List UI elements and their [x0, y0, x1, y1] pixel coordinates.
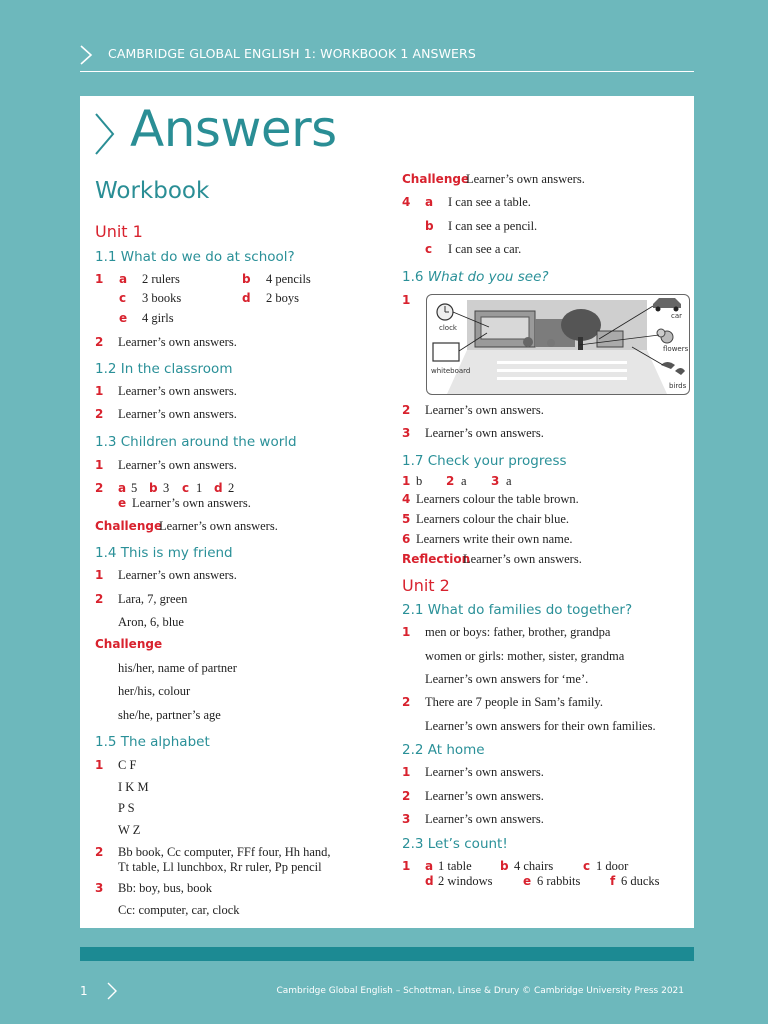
answer-text: 6 ducks: [621, 874, 660, 888]
reflection-label: Reflection: [402, 552, 471, 566]
answer-number: 1: [95, 384, 104, 398]
section-1-6-title: [402, 269, 549, 285]
answer-number: 1: [95, 272, 104, 286]
answer-text: Tt table, Ll lunchbox, Rr ruler, Pp pencil: [118, 860, 322, 874]
answer-text: I K M: [118, 780, 149, 794]
street-scene-picture: [426, 294, 690, 395]
footer-chevron-icon: [106, 981, 118, 1001]
answer-text: Learner’s own answers.: [118, 458, 237, 472]
answer-text: Learner’s own answers for their own families.: [425, 719, 656, 733]
answer-letter: e: [119, 311, 128, 325]
section-2-2-title: 2.2 At home: [402, 742, 485, 758]
answer-text: Aron, 6, blue: [118, 615, 184, 629]
answer-text: Learner’s own answers.: [118, 568, 237, 582]
caption-whiteboard: whiteboard: [431, 367, 471, 375]
unit-1-heading: Unit 1: [95, 222, 143, 241]
answer-number: 2: [95, 592, 104, 606]
answer-text: Learner’s own answers.: [159, 519, 278, 533]
answer-text: Cc: computer, car, clock: [118, 903, 240, 917]
answer-text: her/his, colour: [118, 684, 191, 698]
caption-car: car: [671, 312, 683, 320]
section-2-3-title: 2.3 Let’s count!: [402, 836, 508, 852]
answer-text: Learner’s own answers.: [425, 812, 544, 826]
copyright-notice: Cambridge Global English – Schottman, Linse & Drury © Cambridge University Press 2021: [276, 986, 684, 996]
caption-birds: birds: [669, 382, 687, 390]
answer-number: 1: [402, 625, 411, 639]
answer-letter: d: [242, 291, 251, 305]
answer-number: 4: [402, 195, 411, 209]
answer-text: his/her, name of partner: [118, 661, 237, 675]
answer-text: 1 table: [438, 859, 472, 873]
footer-bar: [80, 947, 694, 961]
answer-text: I can see a car.: [448, 242, 522, 256]
answer-number: 6: [402, 532, 411, 546]
answer-text: Bb book, Cc computer, FFf four, Hh hand,: [118, 845, 331, 859]
section-2-1-title: 2.1 What do families do together?: [402, 602, 633, 618]
page-subtitle: Workbook: [95, 178, 210, 204]
section-1-1-title: 1.1 What do we do at school?: [95, 249, 295, 265]
answer-text: Learner’s own answers.: [425, 403, 544, 417]
section-1-6-number: 1.6: [402, 269, 424, 285]
answer-text: Lara, 7, green: [118, 592, 188, 606]
answer-text: Learner’s own answers.: [425, 789, 544, 803]
answer-page: [80, 96, 694, 928]
answer-number: 3: [95, 881, 104, 895]
section-1-4-title: 1.4 This is my friend: [95, 545, 233, 561]
caption-clock: clock: [439, 324, 457, 332]
section-1-3-title: 1.3 Children around the world: [95, 434, 297, 450]
challenge-label: Challenge: [95, 519, 163, 533]
answer-text: Learner’s own answers.: [132, 496, 251, 510]
answer-text: b: [416, 474, 423, 488]
answer-letter: a: [119, 272, 128, 286]
section-1-7-title: 1.7 Check your progress: [402, 453, 567, 469]
answer-text: Learner’s own answers.: [463, 552, 582, 566]
answer-number: 1: [95, 568, 104, 582]
answer-text: 3: [163, 481, 170, 495]
answer-number: 2: [446, 474, 455, 488]
answer-text: women or girls: mother, sister, grandma: [425, 649, 625, 663]
answer-text: Learner’s own answers.: [425, 765, 544, 779]
answer-text: Learner’s own answers.: [118, 384, 237, 398]
answer-text: W Z: [118, 823, 141, 837]
answer-number: 2: [402, 789, 411, 803]
answer-letter: c: [182, 481, 190, 495]
answer-number: 5: [402, 512, 411, 526]
answer-text: a: [506, 474, 512, 488]
answer-letter: c: [425, 242, 433, 256]
answer-number: 3: [491, 474, 500, 488]
header-title: CAMBRIDGE GLOBAL ENGLISH 1: WORKBOOK 1 ANSWERS: [108, 46, 476, 61]
header-chevron-icon: [78, 44, 94, 66]
answer-number: 2: [95, 481, 104, 495]
answer-number: 2: [95, 335, 104, 349]
answer-text: 4 chairs: [514, 859, 554, 873]
section-1-6-name: What do you see?: [423, 269, 549, 285]
header-divider: [80, 71, 694, 72]
answer-number: 1: [95, 458, 104, 472]
answer-number: 2: [95, 845, 104, 859]
answer-letter: b: [500, 859, 509, 873]
answer-letter: b: [242, 272, 251, 286]
answer-number: 1: [402, 474, 411, 488]
answer-number: 1: [402, 293, 411, 307]
answer-text: P S: [118, 801, 135, 815]
answer-text: Bb: boy, bus, book: [118, 881, 212, 895]
answer-number: 3: [402, 812, 411, 826]
answer-text: Learner’s own answers.: [466, 172, 585, 186]
answer-text: There are 7 people in Sam’s family.: [425, 695, 603, 709]
answer-number: 2: [402, 695, 411, 709]
answer-text: Learner’s own answers.: [118, 335, 237, 349]
answer-letter: d: [214, 481, 223, 495]
answer-text: 4 pencils: [266, 272, 311, 286]
answer-number: 1: [95, 758, 104, 772]
answer-text: Learners colour the chair blue.: [416, 512, 570, 526]
answer-text: Learners write their own name.: [416, 532, 573, 546]
answer-letter: e: [523, 874, 532, 888]
answer-text: a: [461, 474, 467, 488]
answer-letter: f: [610, 874, 616, 888]
answer-text: she/he, partner’s age: [118, 708, 221, 722]
answer-text: Learner’s own answers.: [118, 407, 237, 421]
street-scene-illustration: [427, 295, 689, 394]
title-chevron-icon: [93, 111, 117, 157]
answer-text: 1 door: [596, 859, 629, 873]
answer-number: 2: [402, 403, 411, 417]
answer-letter: c: [119, 291, 127, 305]
answer-letter: d: [425, 874, 434, 888]
answer-text: I can see a table.: [448, 195, 531, 209]
answer-text: 2: [228, 481, 235, 495]
answer-letter: a: [425, 195, 434, 209]
answer-number: 1: [402, 859, 411, 873]
answer-text: 1: [196, 481, 203, 495]
answer-number: 1: [402, 765, 411, 779]
answer-letter: a: [118, 481, 127, 495]
answer-text: men or boys: father, brother, grandpa: [425, 625, 611, 639]
answer-letter: c: [583, 859, 591, 873]
section-1-2-title: 1.2 In the classroom: [95, 361, 233, 377]
answer-text: 2 windows: [438, 874, 493, 888]
answer-number: 4: [402, 492, 411, 506]
answer-letter: b: [425, 219, 434, 233]
answer-letter: b: [149, 481, 158, 495]
answer-text: I can see a pencil.: [448, 219, 538, 233]
answer-number: 3: [402, 426, 411, 440]
answer-text: 2 boys: [266, 291, 299, 305]
answer-text: 2 rulers: [142, 272, 180, 286]
answer-letter: e: [118, 496, 127, 510]
answer-text: Learners colour the table brown.: [416, 492, 579, 506]
unit-2-heading: Unit 2: [402, 576, 450, 595]
answer-number: 2: [95, 407, 104, 421]
answer-text: 5: [131, 481, 138, 495]
answer-text: Learner’s own answers.: [425, 426, 544, 440]
challenge-label: Challenge: [95, 637, 163, 651]
section-1-5-title: 1.5 The alphabet: [95, 734, 210, 750]
answer-text: Learner’s own answers for ‘me’.: [425, 672, 589, 686]
answer-letter: a: [425, 859, 434, 873]
answer-text: C F: [118, 758, 137, 772]
page-title: Answers: [130, 100, 337, 158]
caption-flowers: flowers: [663, 345, 689, 353]
answer-text: 4 girls: [142, 311, 174, 325]
answer-text: 6 rabbits: [537, 874, 581, 888]
challenge-label: Challenge: [402, 172, 470, 186]
answer-text: 3 books: [142, 291, 182, 305]
page-number: 1: [80, 984, 88, 998]
